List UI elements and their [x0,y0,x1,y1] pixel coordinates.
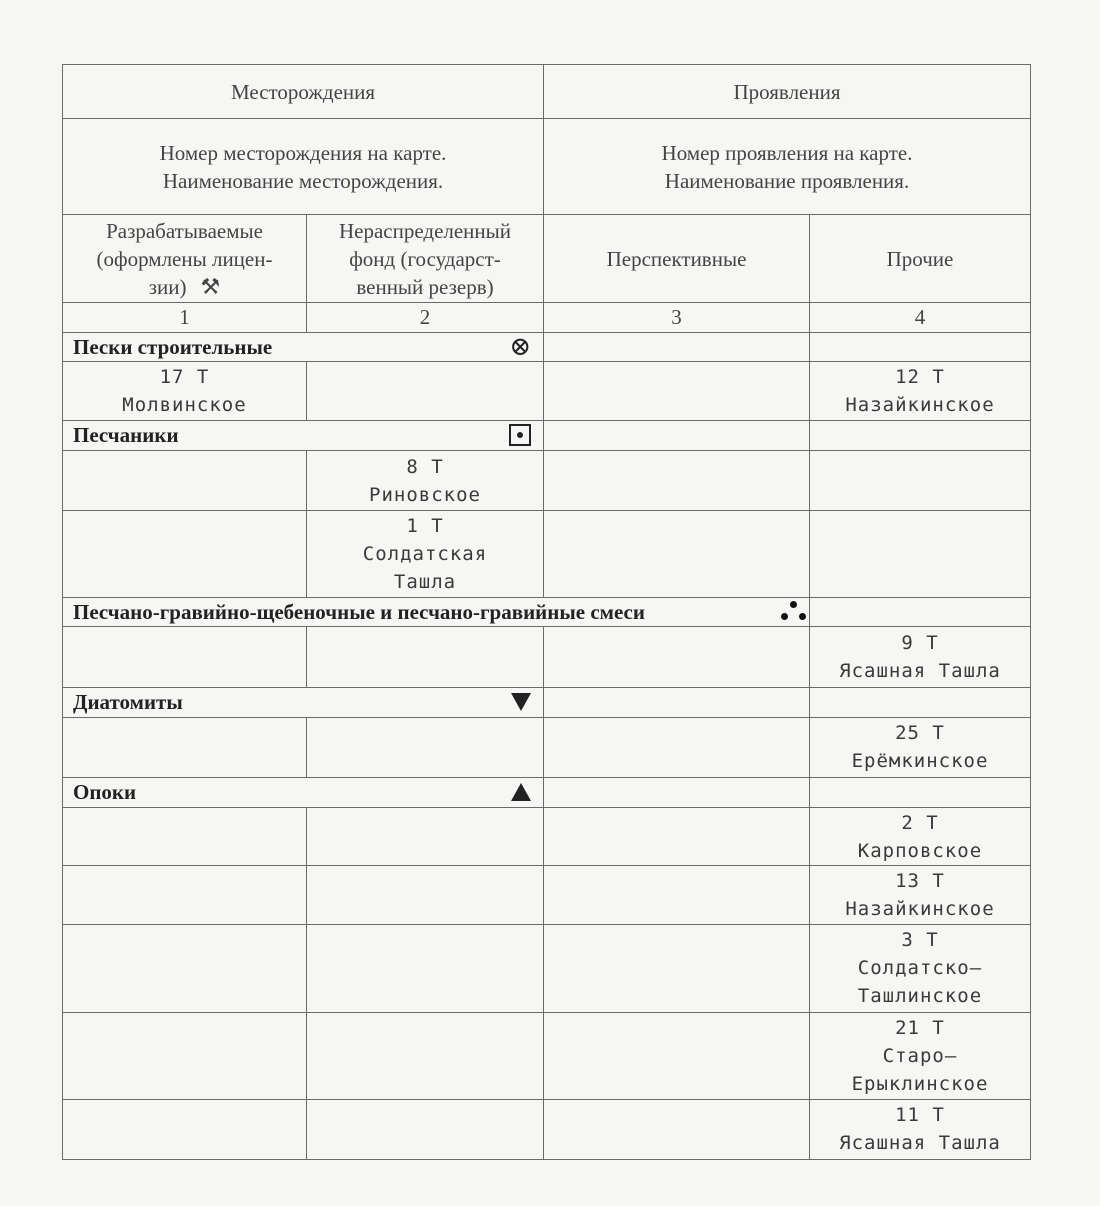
empty-cell [544,451,810,511]
category-sandstones [63,420,544,450]
table-row [63,361,1031,420]
deposits-header: Месторождения [63,65,544,119]
table-row [63,451,1031,511]
legend-document [62,64,1030,1160]
empty-cell [63,627,307,687]
entry-soldatsko-tashlinskoe [810,925,1031,1012]
empty-cell [544,361,810,420]
col-prospective-header: Перспективные [544,215,810,302]
entry-eryomkinskoe [810,717,1031,777]
empty-cell [544,1099,810,1159]
category-row [63,332,1031,361]
entry-name: Назайкинское [845,898,995,921]
entry-number: 2 Т [901,811,939,834]
entry-name: Назайкинское [845,393,995,416]
col2-line3: венный резерв) [356,274,494,299]
category-sands [63,332,544,361]
col-number-1: 1 [63,302,307,332]
entry-name: Ерёмкинское [851,750,989,773]
empty-cell [544,777,810,807]
entry-number: 21 Т [895,1016,945,1039]
category-row [63,777,1031,807]
empty-cell [810,451,1031,511]
col1-line3: зии) [148,274,187,299]
occurrences-desc-line1: Номер проявления на карте. [661,140,913,165]
entry-soldatskaya-tashla [307,511,544,598]
category-label: Диатомиты [73,690,183,715]
table-row [63,1099,1031,1159]
entry-name: Старо– [882,1044,958,1067]
category-mixes [63,598,810,627]
col2-line2: фонд (государст- [349,246,501,271]
table-row [63,925,1031,1012]
empty-cell [307,717,544,777]
empty-cell [544,925,810,1012]
empty-cell [63,717,307,777]
occurrences-desc-line2: Наименование проявления. [664,168,910,193]
entry-number: 25 Т [895,722,945,745]
entry-name: Солдатская [362,543,488,566]
empty-cell [307,627,544,687]
empty-cell [544,511,810,598]
empty-cell [307,361,544,420]
category-row [63,687,1031,717]
empty-cell [63,1099,307,1159]
table-row [63,866,1031,925]
category-label: Песчано-гравийно-щебеночные и песчано-гравийные смеси [73,600,645,625]
entry-rinovskoe [307,451,544,511]
col-other-header: Прочие [810,215,1031,302]
entry-staro-eryklinskoe [810,1012,1031,1099]
entry-number: 13 Т [895,870,945,893]
entry-yasashnaya-tashla-11 [810,1099,1031,1159]
empty-cell [307,866,544,925]
empty-cell [810,332,1031,361]
entry-karpovskoe [810,807,1031,865]
empty-cell [544,866,810,925]
dotted-square-icon [509,424,531,446]
empty-cell [544,1012,810,1099]
entry-number: 8 Т [406,455,444,478]
entry-name-line2: Ерыклинское [851,1072,989,1095]
empty-cell [307,1012,544,1099]
category-row [63,420,1031,450]
table-row [63,717,1031,777]
empty-cell [307,1099,544,1159]
deposits-description [63,119,544,215]
entry-number: 3 Т [901,929,939,952]
deposits-desc-line1: Номер месторождения на карте. [159,140,447,165]
entry-number: 17 Т [159,365,210,388]
empty-cell [544,717,810,777]
empty-cell [544,807,810,865]
empty-cell [810,687,1031,717]
column-header-row [63,215,1031,302]
empty-cell [544,420,810,450]
empty-cell [544,687,810,717]
empty-cell [63,925,307,1012]
entry-number: 12 Т [895,365,945,388]
empty-cell [63,451,307,511]
header-row [63,65,1031,119]
entry-yasashnaya-tashla-9 [810,627,1031,687]
empty-cell [63,1012,307,1099]
category-diatomites [63,687,544,717]
entry-number: 9 Т [901,632,939,655]
table-row [63,1012,1031,1099]
empty-cell [307,925,544,1012]
col-unallocated-header [307,215,544,302]
entry-name: Солдатско– [857,957,983,980]
col-number-3: 3 [544,302,810,332]
description-row [63,119,1031,215]
empty-cell [810,420,1031,450]
entry-name: Ясашная Ташла [839,660,1001,683]
entry-name: Карповское [857,839,983,862]
category-label: Пески строительные [73,334,273,359]
triangle-up-icon [511,783,531,801]
legend-table [62,64,1031,1160]
entry-molvinskoe [63,361,307,420]
col-number-4: 4 [810,302,1031,332]
empty-cell [544,627,810,687]
occurrences-header: Проявления [544,65,1031,119]
category-label: Песчаники [73,423,179,448]
category-label: Опоки [73,780,137,805]
hammer-pick-icon: ⚒ [200,273,221,299]
empty-cell [63,866,307,925]
entry-number: 1 Т [406,515,444,538]
deposits-desc-line2: Наименование месторождения. [162,168,444,193]
category-row [63,598,1031,627]
col-number-2: 2 [307,302,544,332]
col1-line1: Разрабатываемые [106,218,263,243]
empty-cell [63,807,307,865]
circle-x-icon: ⊗ [509,332,531,361]
empty-cell [810,511,1031,598]
empty-cell [810,598,1031,627]
table-row [63,511,1031,598]
table-row [63,627,1031,687]
entry-nazaykinskoe-13 [810,866,1031,925]
col-developed-header [63,215,307,302]
entry-nazaykinskoe-12 [810,361,1031,420]
entry-name-line2: Ташлинское [857,985,983,1008]
col1-line2: (оформлены лицен- [96,246,273,271]
entry-name: Молвинское [122,393,247,416]
three-dots-icon [779,600,809,624]
empty-cell [544,332,810,361]
empty-cell [810,777,1031,807]
col2-line1: Нераспределенный [338,218,512,243]
empty-cell [63,511,307,598]
table-row [63,807,1031,865]
occurrences-description [544,119,1031,215]
entry-number: 11 Т [895,1104,945,1127]
entry-name-line2: Ташла [393,571,457,594]
empty-cell [307,807,544,865]
triangle-down-icon [511,693,531,711]
entry-name: Ясашная Ташла [839,1132,1001,1155]
category-opokas [63,777,544,807]
column-number-row [63,302,1031,332]
entry-name: Риновское [369,483,481,506]
